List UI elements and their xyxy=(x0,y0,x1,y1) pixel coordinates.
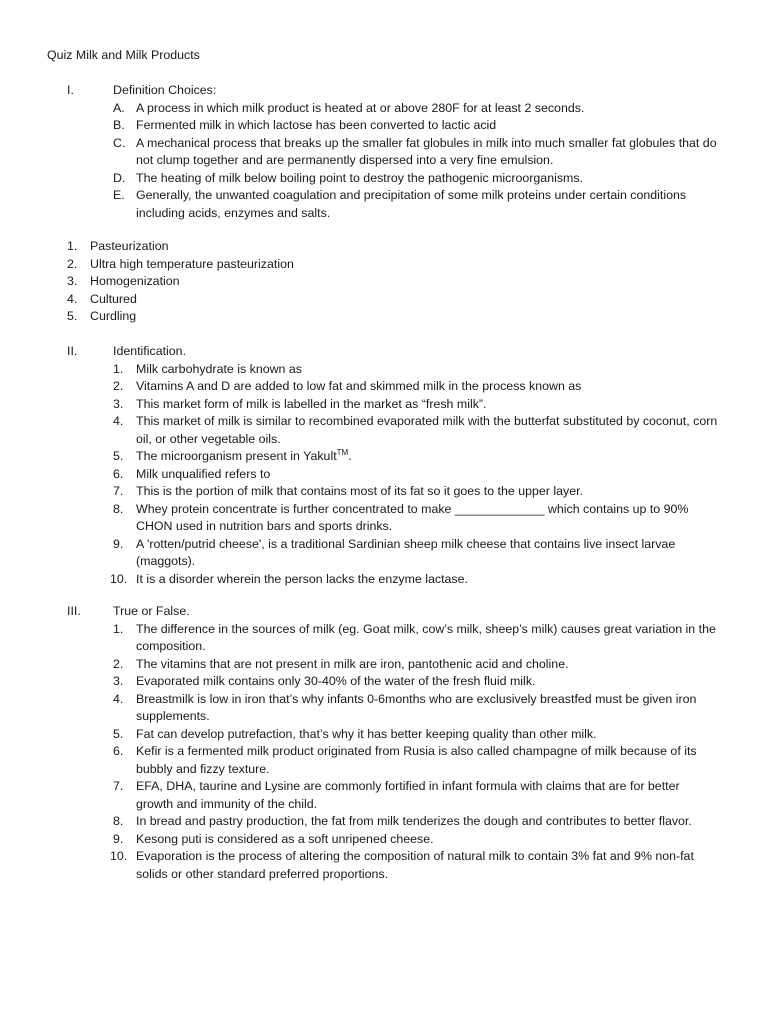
choice-item xyxy=(0,273,768,291)
item-marker: 6. xyxy=(113,744,124,758)
item-marker: 4. xyxy=(113,691,124,706)
item-text: This market form of milk is labelled in the market as “fresh milk”. xyxy=(136,396,487,411)
item-text: Evaporated milk contains only 30-40% of the water of the fresh fluid milk. xyxy=(136,674,536,688)
item-text: Milk unqualified refers to xyxy=(136,466,271,481)
item-text: The vitamins that are not present in milk are iron, pantothenic acid and choline. xyxy=(136,656,569,671)
item-marker: 2. xyxy=(113,379,124,393)
section-heading xyxy=(0,82,768,100)
section-title: Definition Choices: xyxy=(113,83,217,97)
choice-marker: 1. xyxy=(67,239,78,253)
question-item xyxy=(0,483,768,501)
definition-item xyxy=(0,135,768,170)
question-item xyxy=(0,571,768,589)
statement-item xyxy=(0,743,768,778)
choices-list xyxy=(0,238,768,326)
statement-item xyxy=(0,726,768,744)
question-item xyxy=(0,413,768,448)
item-text: This is the portion of milk that contains most of its fat so it goes to the upper layer. xyxy=(136,484,583,498)
item-text: Fermented milk in which lactose has been converted to lactic acid xyxy=(136,118,497,132)
item-marker: C. xyxy=(113,135,126,150)
document-title: Quiz Milk and Milk Products xyxy=(47,48,200,62)
item-marker: A. xyxy=(113,100,125,115)
section-title: Identification. xyxy=(113,344,187,358)
item-text: This market of milk is similar to recombined evaporated milk with the butterfat substituted by coconut, corn oil, or other vegetable oils. xyxy=(136,414,718,446)
question-item xyxy=(0,378,768,396)
choice-text: Homogenization xyxy=(90,274,180,288)
statement-item xyxy=(0,831,768,849)
question-item xyxy=(0,448,768,466)
item-text: EFA, DHA, taurine and Lysine are commonly fortified in infant formula with claims that are for better growth and immunity of the child. xyxy=(136,779,680,811)
item-marker: 3. xyxy=(113,396,124,411)
item-text: The heating of milk below boiling point to destroy the pathogenic microorganisms. xyxy=(136,170,583,185)
item-marker: E. xyxy=(113,188,125,202)
section-numeral: III. xyxy=(67,604,81,618)
item-marker: 9. xyxy=(113,831,124,846)
item-marker: 10. xyxy=(110,571,128,586)
statement-item xyxy=(0,691,768,726)
choice-item xyxy=(0,238,768,256)
statement-item xyxy=(0,621,768,656)
choice-text: Curdling xyxy=(90,309,137,323)
choice-marker: 3. xyxy=(67,274,78,288)
question-item xyxy=(0,396,768,414)
definition-item xyxy=(0,187,768,222)
item-marker: 3. xyxy=(113,674,124,688)
item-text: Breastmilk is low in iron that’s why infants 0-6months who are exclusively breastfed must be given iron supplements. xyxy=(136,691,697,723)
item-text: Evaporation is the process of altering the composition of natural milk to contain 3% fat and 9% non-fat solids or other standard preferred proportions. xyxy=(136,849,694,881)
section-definition-choices xyxy=(0,82,768,222)
question-item xyxy=(0,466,768,484)
statement-item xyxy=(0,813,768,831)
item-marker: 5. xyxy=(113,726,124,741)
statement-item xyxy=(0,656,768,674)
item-marker: 8. xyxy=(113,501,124,516)
choice-text: Ultra high temperature pasteurization xyxy=(90,256,294,271)
definition-item xyxy=(0,100,768,118)
section-identification xyxy=(0,343,768,588)
section-title: True or False. xyxy=(113,604,190,618)
item-marker: 1. xyxy=(113,621,124,636)
section-numeral: I. xyxy=(67,83,74,97)
section-heading xyxy=(0,603,768,621)
item-marker: 5. xyxy=(113,449,124,463)
item-marker: 6. xyxy=(113,466,124,481)
choice-text: Cultured xyxy=(90,291,137,306)
choice-item xyxy=(0,256,768,274)
item-text: Generally, the unwanted coagulation and precipitation of some milk proteins under certain conditions including acids, enzymes and salts. xyxy=(136,188,687,220)
choice-marker: 5. xyxy=(67,309,78,323)
item-text: Kesong puti is considered as a soft unripened cheese. xyxy=(136,831,434,846)
item-marker: D. xyxy=(113,170,126,185)
item-text: Whey protein concentrate is further concentrated to make _____________ which contains up to 90% CHON used in nutrition bars and sports drinks. xyxy=(136,501,689,533)
item-marker: 10. xyxy=(110,849,128,863)
definition-item xyxy=(0,170,768,188)
choice-marker: 4. xyxy=(67,291,78,306)
item-text: Milk carbohydrate is known as xyxy=(136,361,302,376)
item-marker: 9. xyxy=(113,536,124,551)
statement-item xyxy=(0,848,768,883)
item-text: Vitamins A and D are added to low fat and skimmed milk in the process known as xyxy=(136,379,582,393)
item-marker: 7. xyxy=(113,484,124,498)
question-item xyxy=(0,361,768,379)
item-text: It is a disorder wherein the person lacks the enzyme lactase. xyxy=(136,571,468,586)
item-text: A process in which milk product is heated at or above 280F for at least 2 seconds. xyxy=(136,100,585,115)
choice-text: Pasteurization xyxy=(90,239,169,253)
item-marker: 7. xyxy=(113,779,124,793)
item-text: Fat can develop putrefaction, that’s why it has better keeping quality than other milk. xyxy=(136,726,597,741)
item-text-tail: . xyxy=(348,449,352,463)
section-heading xyxy=(0,343,768,361)
item-text: The microorganism present in Yakult xyxy=(136,449,337,463)
item-marker: 2. xyxy=(113,656,124,671)
definition-item xyxy=(0,117,768,135)
statement-item xyxy=(0,673,768,691)
item-marker: 8. xyxy=(113,814,124,828)
item-marker: 1. xyxy=(113,361,124,376)
question-item xyxy=(0,536,768,571)
choice-item xyxy=(0,308,768,326)
item-marker: B. xyxy=(113,118,125,132)
choice-item xyxy=(0,291,768,309)
statement-item xyxy=(0,778,768,813)
item-marker: 4. xyxy=(113,414,124,428)
item-text: In bread and pastry production, the fat from milk tenderizes the dough and contributes to better flavor. xyxy=(136,814,692,828)
item-text: Kefir is a fermented milk product originated from Rusia is also called champagne of milk because of its bubbly and fizzy texture. xyxy=(136,744,697,776)
choice-marker: 2. xyxy=(67,256,78,271)
question-item xyxy=(0,501,768,536)
trademark-superscript: TM xyxy=(336,447,349,457)
item-text: The difference in the sources of milk (eg. Goat milk, cow’s milk, sheep’s milk) causes great variation in the composition. xyxy=(136,621,716,653)
section-numeral: II. xyxy=(67,344,78,358)
item-text: A mechanical process that breaks up the smaller fat globules in milk into much smaller fat globules that do not clump together and are permanently dispersed into a very fine emulsion. xyxy=(136,135,717,167)
item-text: A 'rotten/putrid cheese', is a traditional Sardinian sheep milk cheese that contains live insect larvae (maggots). xyxy=(136,536,676,568)
section-true-or-false xyxy=(0,603,768,883)
